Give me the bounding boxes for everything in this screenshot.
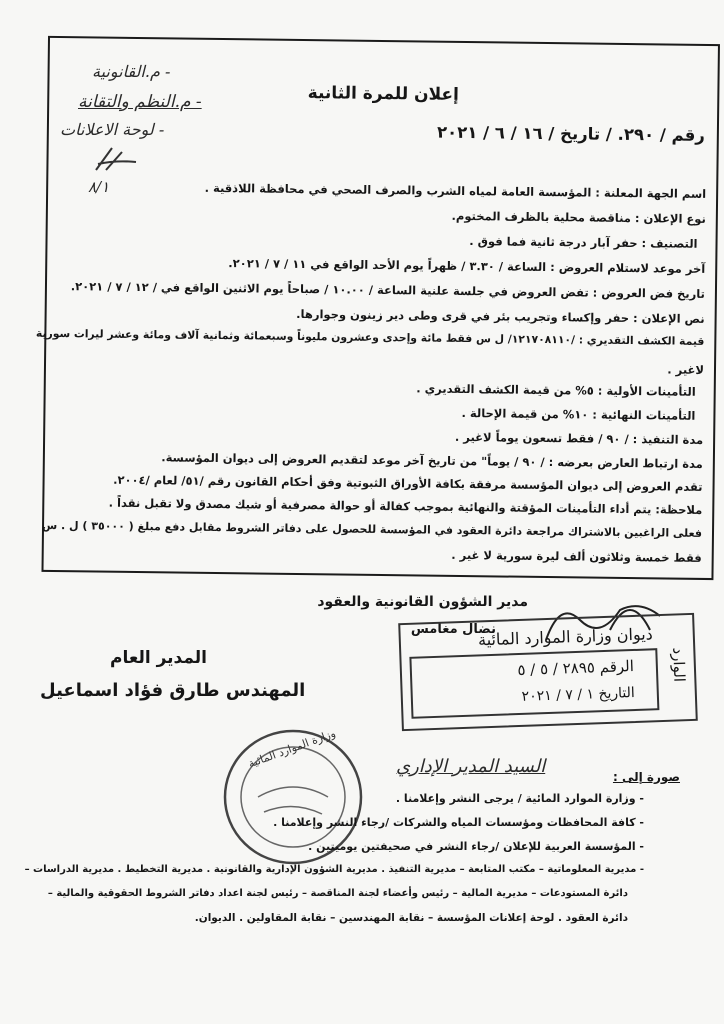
handwritten-note-board: - لوحة الاعلانات — [60, 120, 165, 139]
announcement-line: فعلى الراغبين بالاشتراك مراجعة دائرة العقود في المؤسسة للحصول على دفاتر الشروط مقابل دفع مبلغ ( ٣٥٠٠٠ ) ل . س — [41, 518, 703, 540]
distribution-item: - وزارة الموارد المائية / يرجى النشر وإعلامنا . — [395, 792, 644, 805]
distribution-item: - المؤسسة العربية للإعلان /رجاء النشر في صحيفتين يوميتين . — [308, 840, 644, 853]
official-seal-text: وزارة الموارد المائية — [246, 726, 338, 771]
stamp-side-label: الوارد — [669, 647, 689, 683]
handwritten-note-count: ٨/١ — [88, 178, 110, 196]
distribution-item: - كافة المحافظات ومؤسسات المياه والشركات /رجاء النشر وإعلامنا . — [273, 816, 644, 829]
announcement-line: التأمينات الأولية : ٥% من قيمة الكشف التقديري . — [416, 381, 696, 399]
announcement-line: التأمينات النهائية : ١٠% من قيمة الإحالة . — [461, 405, 696, 423]
stamp-header: ديوان وزارة الموارد المائية — [477, 624, 654, 650]
announcement-line: لاغير . — [667, 362, 705, 377]
announcement-line: اسم الجهة المعلنة : المؤسسة العامة لمياه الشرب والصرف الصحي في محافظة اللاذقية . — [204, 180, 707, 201]
announcement-line: قيمة الكشف التقديري : /١٢١٧٠٨١١٠/ ل س فقط مائة وإحدى وعشرون مليوناً وسبعمائة وثمانية آلاف ومائة وعشر ليرات سورية — [35, 326, 705, 348]
announcement-line: مدة التنفيذ : / ٩٠ / فقط تسعون يوماً لاغير . — [454, 429, 704, 447]
handwritten-note-it: - م.النظم والتقانة — [78, 92, 202, 112]
announcement-line: تاريخ فض العروض : تفض العروض في جلسة علنية الساعة / ١٠.٠٠ / صباحاً يوم الاثنين الواقع في / ١٢ / ٧ / ٢٠٢١. — [70, 279, 706, 301]
legal-director-name: نضال مغامس — [410, 622, 496, 637]
announcement-line: نص الإعلان : حفر وإكساء وتجريب بئر في قرى وطى دير زينون وجوارها. — [296, 306, 705, 326]
announcement-line: تقدم العروض إلى ديوان المؤسسة مرفقة بكافة الأوراق الثبوتية وفق أحكام القانون رقم /٥١/ لعام /٢٠٠٤. — [113, 472, 703, 494]
announcement-line: نوع الإعلان : مناقصة محلية بالظرف المختوم. — [451, 208, 706, 226]
announcement-title: إعلان للمرة الثانية — [307, 83, 460, 105]
announcement-line: فقط خمسة وثلاثون ألف ليرة سورية لا غير . — [451, 547, 702, 565]
announcement-line: مدة ارتباط العارض بعرضه : / ٩٠ / يوماً" من تاريخ آخر موعد لتقديم العروض إلى ديوان المؤسسة. — [161, 450, 703, 471]
distribution-item: - مديرية المعلوماتية – مكتب المتابعة – مديرية التنفيذ . مديرية الشؤون الإدارية والقانونية . مديرية التخطيط . مديرية الدراسات – — [24, 864, 644, 875]
general-manager-title: المدير العام — [110, 648, 207, 668]
announcement-line: آخر موعد لاستلام العروض : الساعة / ٣.٣٠ / ظهراً يوم الأحد الواقع في ١١ / ٧ / ٢٠٢١. — [228, 256, 706, 276]
distribution-heading: صورة إلى : — [612, 770, 680, 784]
stamp-number-value: ٢٨٩٥ / ٥ / ٥ — [517, 658, 596, 680]
stamp-number-label: الرقم — [599, 657, 635, 677]
handwritten-note-legal: - م.القانونية — [92, 62, 171, 81]
stamp-date-label: التاريخ — [598, 684, 636, 703]
announcement-reference: رقم / ٢٩٠. / تاريخ / ١٦ / ٦ / ٢٠٢١ — [436, 122, 705, 145]
distribution-item: دائرة المستودعات – مديرية المالية – رئيس وأعضاء لجنة المناقصة – رئيس لجنة اعداد دفاتر الشروط الحقوقية والمالية – — [47, 888, 628, 899]
announcement-box — [35, 36, 719, 580]
general-manager-name: المهندس طارق فؤاد اسماعيل — [40, 680, 306, 701]
distribution-item: دائرة العقود . لوحة إعلانات المؤسسة – نقابة المهندسين – نقابة المقاولين . الديوان. — [194, 912, 628, 924]
announcement-line: ملاحظة: يتم أداء التأمينات المؤقتة والنهائية بموجب كفالة أو حوالة مصرفية أو شيك مصدق ولا تقبل نقداً . — [108, 495, 703, 517]
handwritten-routing-note: السيد المدير الإداري — [396, 756, 546, 777]
announcement-line: التصنيف : حفر آبار درجة ثانية فما فوق . — [469, 234, 698, 251]
incoming-register-stamp — [398, 613, 698, 731]
legal-director-title: مدير الشؤون القانونية والعقود — [317, 594, 528, 610]
stamp-date-value: ١ / ٧ / ٢٠٢١ — [521, 686, 595, 705]
